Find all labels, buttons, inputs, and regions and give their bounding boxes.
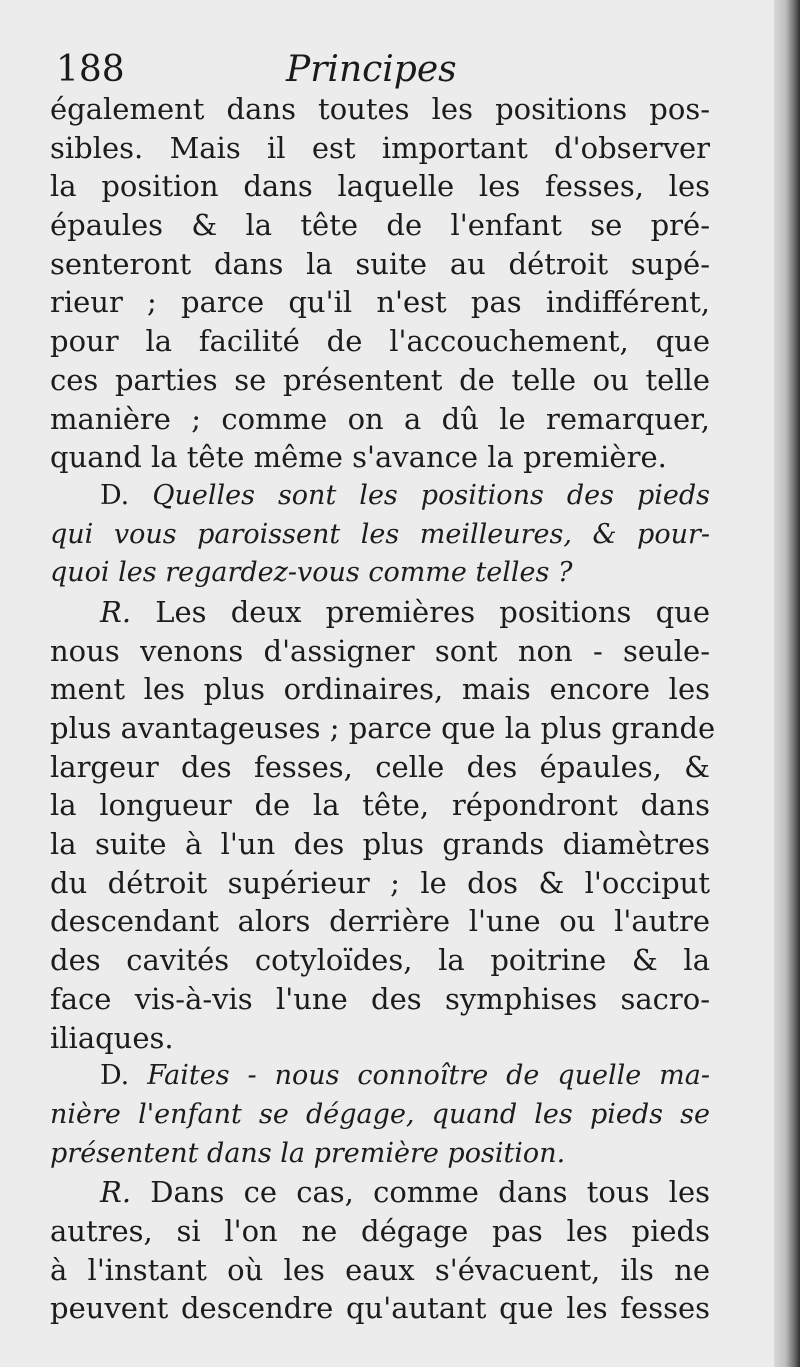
- line-text: rieur ; parce qu'il n'est pas indifférent,: [50, 285, 710, 320]
- page-gutter-shadow: [774, 0, 800, 1367]
- speaker-marker: R.: [100, 1175, 132, 1210]
- line-text: largeur des fesses, celle des épaules, &: [50, 749, 710, 784]
- text-line: [50, 361, 710, 400]
- text-line: [50, 477, 710, 516]
- line-text: senteront dans la suite au détroit supé-: [50, 246, 710, 281]
- text-line: [50, 245, 710, 284]
- text-line: [50, 825, 710, 864]
- line-text: du détroit supérieur ; le dos & l'occiput: [50, 865, 710, 900]
- line-text: Quelles sont les positions des pieds: [152, 479, 710, 511]
- text-line: [50, 632, 710, 671]
- text-line: [50, 1251, 710, 1290]
- line-text: manière ; comme on a dû le remarquer,: [50, 401, 710, 436]
- line-text: nous venons d'assigner sont non - seule-: [50, 633, 710, 668]
- text-line: [50, 902, 710, 941]
- line-text: face vis-à-vis l'une des symphises sacro-: [50, 981, 710, 1016]
- text-line: [50, 206, 710, 245]
- text-line: [50, 1212, 710, 1251]
- text-line: [50, 322, 710, 361]
- text-line: [50, 1057, 710, 1096]
- line-text: sibles. Mais il est important d'observer: [50, 130, 710, 165]
- text-line: [50, 1019, 710, 1058]
- text-line: [50, 1135, 710, 1174]
- text-line: [50, 864, 710, 903]
- text-line: [50, 167, 710, 206]
- text-line: [50, 748, 710, 787]
- text-line: [50, 1096, 710, 1135]
- line-text: Dans ce cas, comme dans tous les: [150, 1175, 710, 1210]
- text-line: [50, 129, 710, 168]
- line-text: qui vous paroissent les meilleures, & pour-: [50, 518, 710, 550]
- text-line: [50, 1289, 710, 1328]
- line-text: Faites - nous connoître de quelle ma-: [147, 1060, 710, 1092]
- line-text: descendant alors derrière l'une ou l'autre: [50, 904, 710, 939]
- line-text: la suite à l'un des plus grands diamètres: [50, 827, 710, 862]
- page-number: 188: [56, 49, 125, 90]
- line-text: pour la facilité de l'accouchement, que: [50, 324, 710, 359]
- line-text: également dans toutes les positions pos-: [50, 92, 710, 126]
- line-text: iliaques.: [50, 1020, 174, 1055]
- line-text: autres, si l'on ne dégage pas les pieds: [50, 1213, 710, 1248]
- running-head: [56, 44, 706, 96]
- text-line: [50, 90, 710, 129]
- line-text: présentent dans la première position.: [50, 1137, 566, 1169]
- line-text: nière l'enfant se dégage, quand les pieds se: [50, 1098, 710, 1130]
- text-line: [50, 516, 710, 555]
- line-text: quand la tête même s'avance la première.: [50, 440, 667, 475]
- text-line: [50, 438, 710, 477]
- line-text: ces parties se présentent de telle ou telle: [50, 362, 710, 397]
- speaker-marker: D.: [100, 1060, 130, 1092]
- line-text: ment les plus ordinaires, mais encore les: [50, 672, 710, 707]
- text-line: [50, 283, 710, 322]
- text-line: [50, 593, 710, 632]
- line-text: des cavités cotyloïdes, la poitrine & la: [50, 943, 710, 978]
- line-text: épaules & la tête de l'enfant se pré-: [50, 208, 710, 243]
- speaker-marker: D.: [100, 479, 130, 511]
- line-text: la longueur de la tête, répondront dans: [50, 788, 710, 823]
- line-text: plus avantageuses ; parce que la plus grande: [50, 711, 716, 745]
- text-line: [50, 554, 710, 593]
- text-line: [50, 670, 710, 709]
- body-text: [50, 90, 716, 1328]
- line-text: peuvent descendre qu'autant que les fesses: [50, 1291, 710, 1326]
- text-line: [50, 786, 710, 825]
- line-text: à l'instant où les eaux s'évacuent, ils ne: [50, 1252, 710, 1287]
- line-text: quoi les regardez-vous comme telles ?: [50, 557, 573, 589]
- text-line: [50, 941, 710, 980]
- line-text: la position dans laquelle les fesses, les: [50, 169, 710, 204]
- text-line: [50, 980, 710, 1019]
- text-line: [50, 1173, 710, 1212]
- line-text: Les deux premières positions que: [155, 594, 710, 629]
- running-title: Principes: [286, 49, 457, 90]
- speaker-marker: R.: [100, 594, 132, 629]
- text-line: [50, 400, 710, 439]
- text-line: [50, 709, 716, 748]
